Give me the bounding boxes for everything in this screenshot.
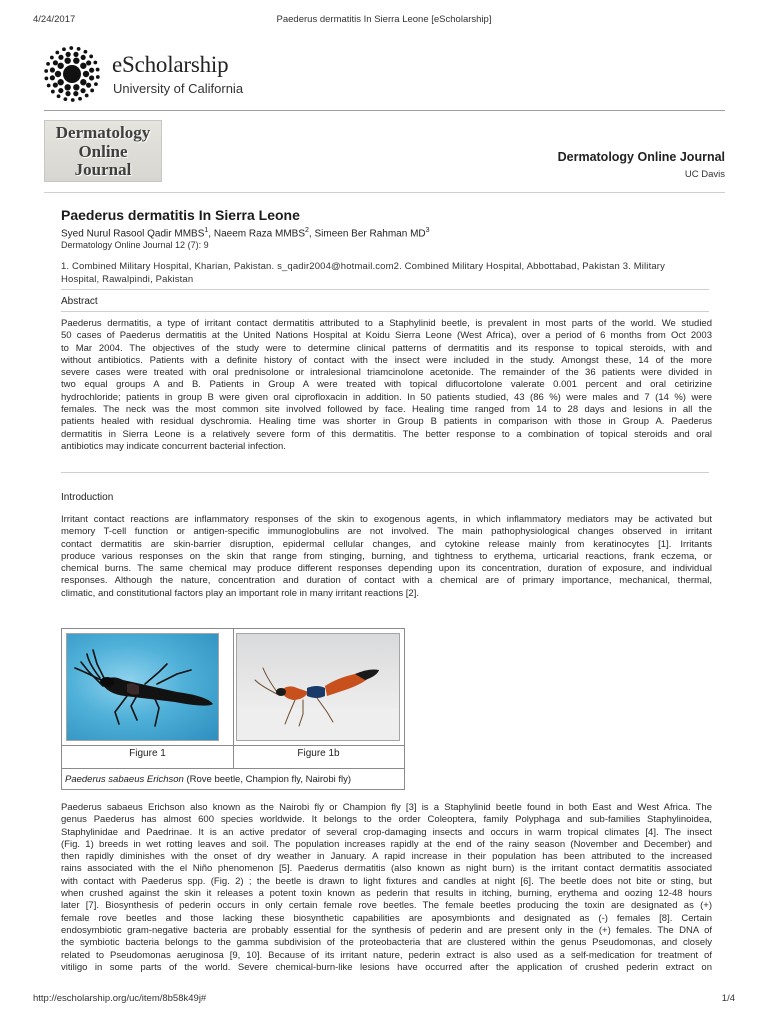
affiliations bbox=[61, 261, 713, 286]
text-line: with contact with Paederus spp. (Fig. 2) ; the beetle is drawn to light fixtures and candles at night [6]. The beetle does not bite or sting, but bbox=[61, 875, 712, 887]
text-line: Irritant contact reactions are inflammatory responses of the skin to exogenous agents, in which inflammatory mediators may be activated but bbox=[61, 514, 712, 525]
escholarship-dot-burst-icon bbox=[44, 46, 100, 102]
text-line: contact dermatitis are skin-barrier disruption, epidermal cellular changes, and cytokine release mainly from keratinocytes [1]. Irritants bbox=[61, 538, 712, 550]
figure-table bbox=[61, 628, 405, 790]
text-line: rains associated with the el Niño phenomenon [5]. Paederus dermatitis (also known as night burn) is the irritant contact dermatitis associated bbox=[61, 863, 712, 875]
abstract-top-rule bbox=[61, 289, 709, 290]
journal-logo[interactable] bbox=[44, 120, 162, 182]
figure-caption bbox=[62, 768, 404, 790]
text-line: endosymbiotic gram-negative bacteria are probably essential for the synthesis of pederin and are present only in the (+) females. The DNA of bbox=[61, 924, 712, 936]
text-line: antibiotics may indicate concurrent bacterial infection. bbox=[61, 440, 286, 452]
text-line: dermatitis in Sierra Leone is a relatively severe form of this dermatitis. The better response to a combination of topical steroids and oral bbox=[61, 428, 712, 440]
journal-name-link[interactable]: Dermatology Online Journal bbox=[557, 150, 725, 164]
rove-beetle-red-illustration bbox=[237, 634, 400, 741]
print-url: http://escholarship.org/uc/item/8b58k49j# bbox=[33, 993, 207, 1004]
figure-1-label: Figure 1 bbox=[129, 748, 166, 759]
author-sup: 1 bbox=[204, 227, 209, 234]
figure-row-divider bbox=[62, 745, 404, 746]
abstract-heading: Abstract bbox=[61, 296, 98, 307]
introduction-text bbox=[61, 514, 712, 600]
text-line: Paederus dermatitis, a type of irritant contact dermatitis attributed to a Staphylinid beetle, is prevalent in most parts of the world. We studied bbox=[61, 318, 712, 329]
introduction-heading: Introduction bbox=[61, 492, 114, 503]
text-line: later [7]. Biosynthesis of pederin occurs in only certain female rove beetles. The female beetles producing the toxin are designated as (+) bbox=[61, 900, 712, 912]
author-name: Naeem Raza MMBS bbox=[213, 228, 305, 240]
text-line: Paederus sabaeus Erichson also known as the Nairobi fly or Champion fly [3] is a Staphylinid beetle found in both East and West Africa. The bbox=[61, 802, 712, 813]
figure-1-image[interactable] bbox=[66, 633, 219, 741]
print-date: 4/24/2017 bbox=[33, 14, 76, 25]
brand-name: eScholarship bbox=[112, 52, 229, 77]
affiliation-line: 1. Combined Military Hospital, Kharian, Pakistan. s_qadir2004@hotmail.com2. Combined Military Hospital, Abbottabad, Pakistan 3. Military bbox=[61, 261, 666, 272]
article-title: Paederus dermatitis In Sierra Leone bbox=[61, 207, 300, 223]
print-page-number: 1/4 bbox=[721, 993, 735, 1004]
brand-subtitle: University of California bbox=[113, 81, 244, 96]
journal-logo-line-2: Online bbox=[78, 142, 128, 161]
text-line: related to Pseudomonas aeruginosa [9, 10]. Because of its irritant nature, pederin extract is also used as a self-medication for treatment of bbox=[61, 949, 712, 961]
text-line: without antibiotics. Patients with a definite history of contact with the insect were included in the study. Amongst these, 14 of the more bbox=[61, 354, 712, 366]
author-sup: 3 bbox=[425, 227, 430, 234]
text-line: vitiligo in some parts of the world. Severe chemical-burn-like lesions have occurred after the application of crushed pederin extract on bbox=[61, 961, 712, 973]
journal-logo-line-3: Journal bbox=[74, 160, 132, 179]
text-line: produce various responses on the skin that range from stinging, burning, and tightness to erythema, urticarial reactions, frank eczema, or bbox=[61, 550, 712, 562]
text-line: climatic, and constitutional factors play an important role in many irritant reactions [2]. bbox=[61, 587, 419, 599]
journal-divider bbox=[44, 192, 725, 193]
text-line: then rapidly diminishes with the onset of dry weather in January. A rapid increase in their population has been attributed to the increased bbox=[61, 851, 712, 863]
affiliation-line: Hospital, Rawalpindi, Pakistan bbox=[61, 273, 194, 285]
figure-1b-label: Figure 1b bbox=[297, 748, 340, 759]
author-name: Simeen Ber Rahman MD bbox=[314, 228, 426, 240]
text-line: Staphylinidae and Paedrinae. It is an active predator of several crop-damaging insects and occurs in warm tropical climates [4]. The insect bbox=[61, 826, 712, 838]
text-line: chemical burns. The same chemical may produce different responses depending upon its concentration, duration of exposure, and individual bbox=[61, 563, 712, 575]
author-name: Syed Nurul Rasool Qadir MMBS bbox=[61, 228, 205, 240]
text-line: severe cases were treated with oral prednisolone or intralesional triamcinolone acetonide. The remainder of the 36 patients were divided in bbox=[61, 367, 712, 379]
text-line: the symbiotic bacteria belongs to the gamma subdivision of the proteobacteria that are clustered within the genus Pseudomonas, and closely bbox=[61, 937, 712, 949]
rove-beetle-blue-illustration bbox=[67, 634, 219, 741]
caption-common-names: (Rove beetle, Champion fly, Nairobi fly) bbox=[183, 774, 352, 785]
print-page-title: Paederus dermatitis In Sierra Leone [eScholarship] bbox=[276, 14, 492, 25]
text-line: patients healed with residual dyschromia. Healing time was shorter in Group B patients in comparison with those in Group A. Paederus bbox=[61, 416, 712, 428]
text-line: hydrochloride; patients in group B were given oral ciprofloxacin in addition. In 50 patients studied, 43 (86 %) were males and 7 (14 %) were bbox=[61, 391, 712, 403]
text-line: to Mar 2004. The objectives of the study were to determine clinical patterns of dermatitis and its response to topical steroids, with and bbox=[61, 342, 712, 354]
journal-campus: UC Davis bbox=[684, 169, 725, 180]
text-line: (Fig. 1) breeds in wet rotting leaves and soil. The population increases rapidly at the end of the rainy season (November and December) and bbox=[61, 838, 712, 850]
text-line: responses. Although the nature, concentration and duration of contact with a chemical are of primary importance, mechanical, thermal, bbox=[61, 575, 712, 587]
abstract-heading-rule bbox=[61, 311, 709, 312]
caption-species: Paederus sabaeus Erichson bbox=[65, 774, 184, 785]
journal-logo-line-1: Dermatology bbox=[55, 123, 151, 142]
text-line: memory T-cell function or antigen-specific immunoglobulins are not involved. The main pathophysiological changes observed in irritant bbox=[61, 526, 712, 538]
author-sup: 2 bbox=[305, 227, 309, 234]
text-line: 50 cases of Paederus dermatitis at the United Nations Hospital at Koidu Sierra Leone (West Africa), over a period of 6 months from Oct 2003 bbox=[61, 330, 712, 342]
text-line: when crushed against the skin it releases a potent toxin known as pederin that results in itching, burning, erythema and oozing 12-48 hours bbox=[61, 888, 712, 900]
text-line: two equal groups A and B. Patients in Group A were treated with topical diflucortolone valerate 0.001 percent and oral cetirizine bbox=[61, 379, 712, 391]
header-divider bbox=[44, 110, 725, 111]
citation: Dermatology Online Journal 12 (7): 9 bbox=[61, 240, 209, 250]
abstract-bottom-rule bbox=[61, 472, 709, 473]
text-line: females. The neck was the most common site involved followed by face. Healing time ranged from 14 to 28 days and lesions in all the bbox=[61, 404, 712, 416]
body-text bbox=[61, 802, 712, 974]
figure-1b-image[interactable] bbox=[236, 633, 400, 741]
abstract-text bbox=[61, 318, 712, 453]
text-line: genus Paederus has almost 600 species worldwide. It belongs to the order Coleoptera, family Polyphaga and sub-families Staphylinoidea, bbox=[61, 814, 712, 826]
author-list: Syed Nurul Rasool Qadir MMBS$^1$, Naeem Raza MMBS$^2$, Simeen Ber Rahman $MD^3$ bbox=[61, 227, 430, 240]
text-line: female rove beetles and those lacking these biosynthetic capabilities are aposymbionts and designated as (-) females [8]. Certain bbox=[61, 912, 712, 924]
